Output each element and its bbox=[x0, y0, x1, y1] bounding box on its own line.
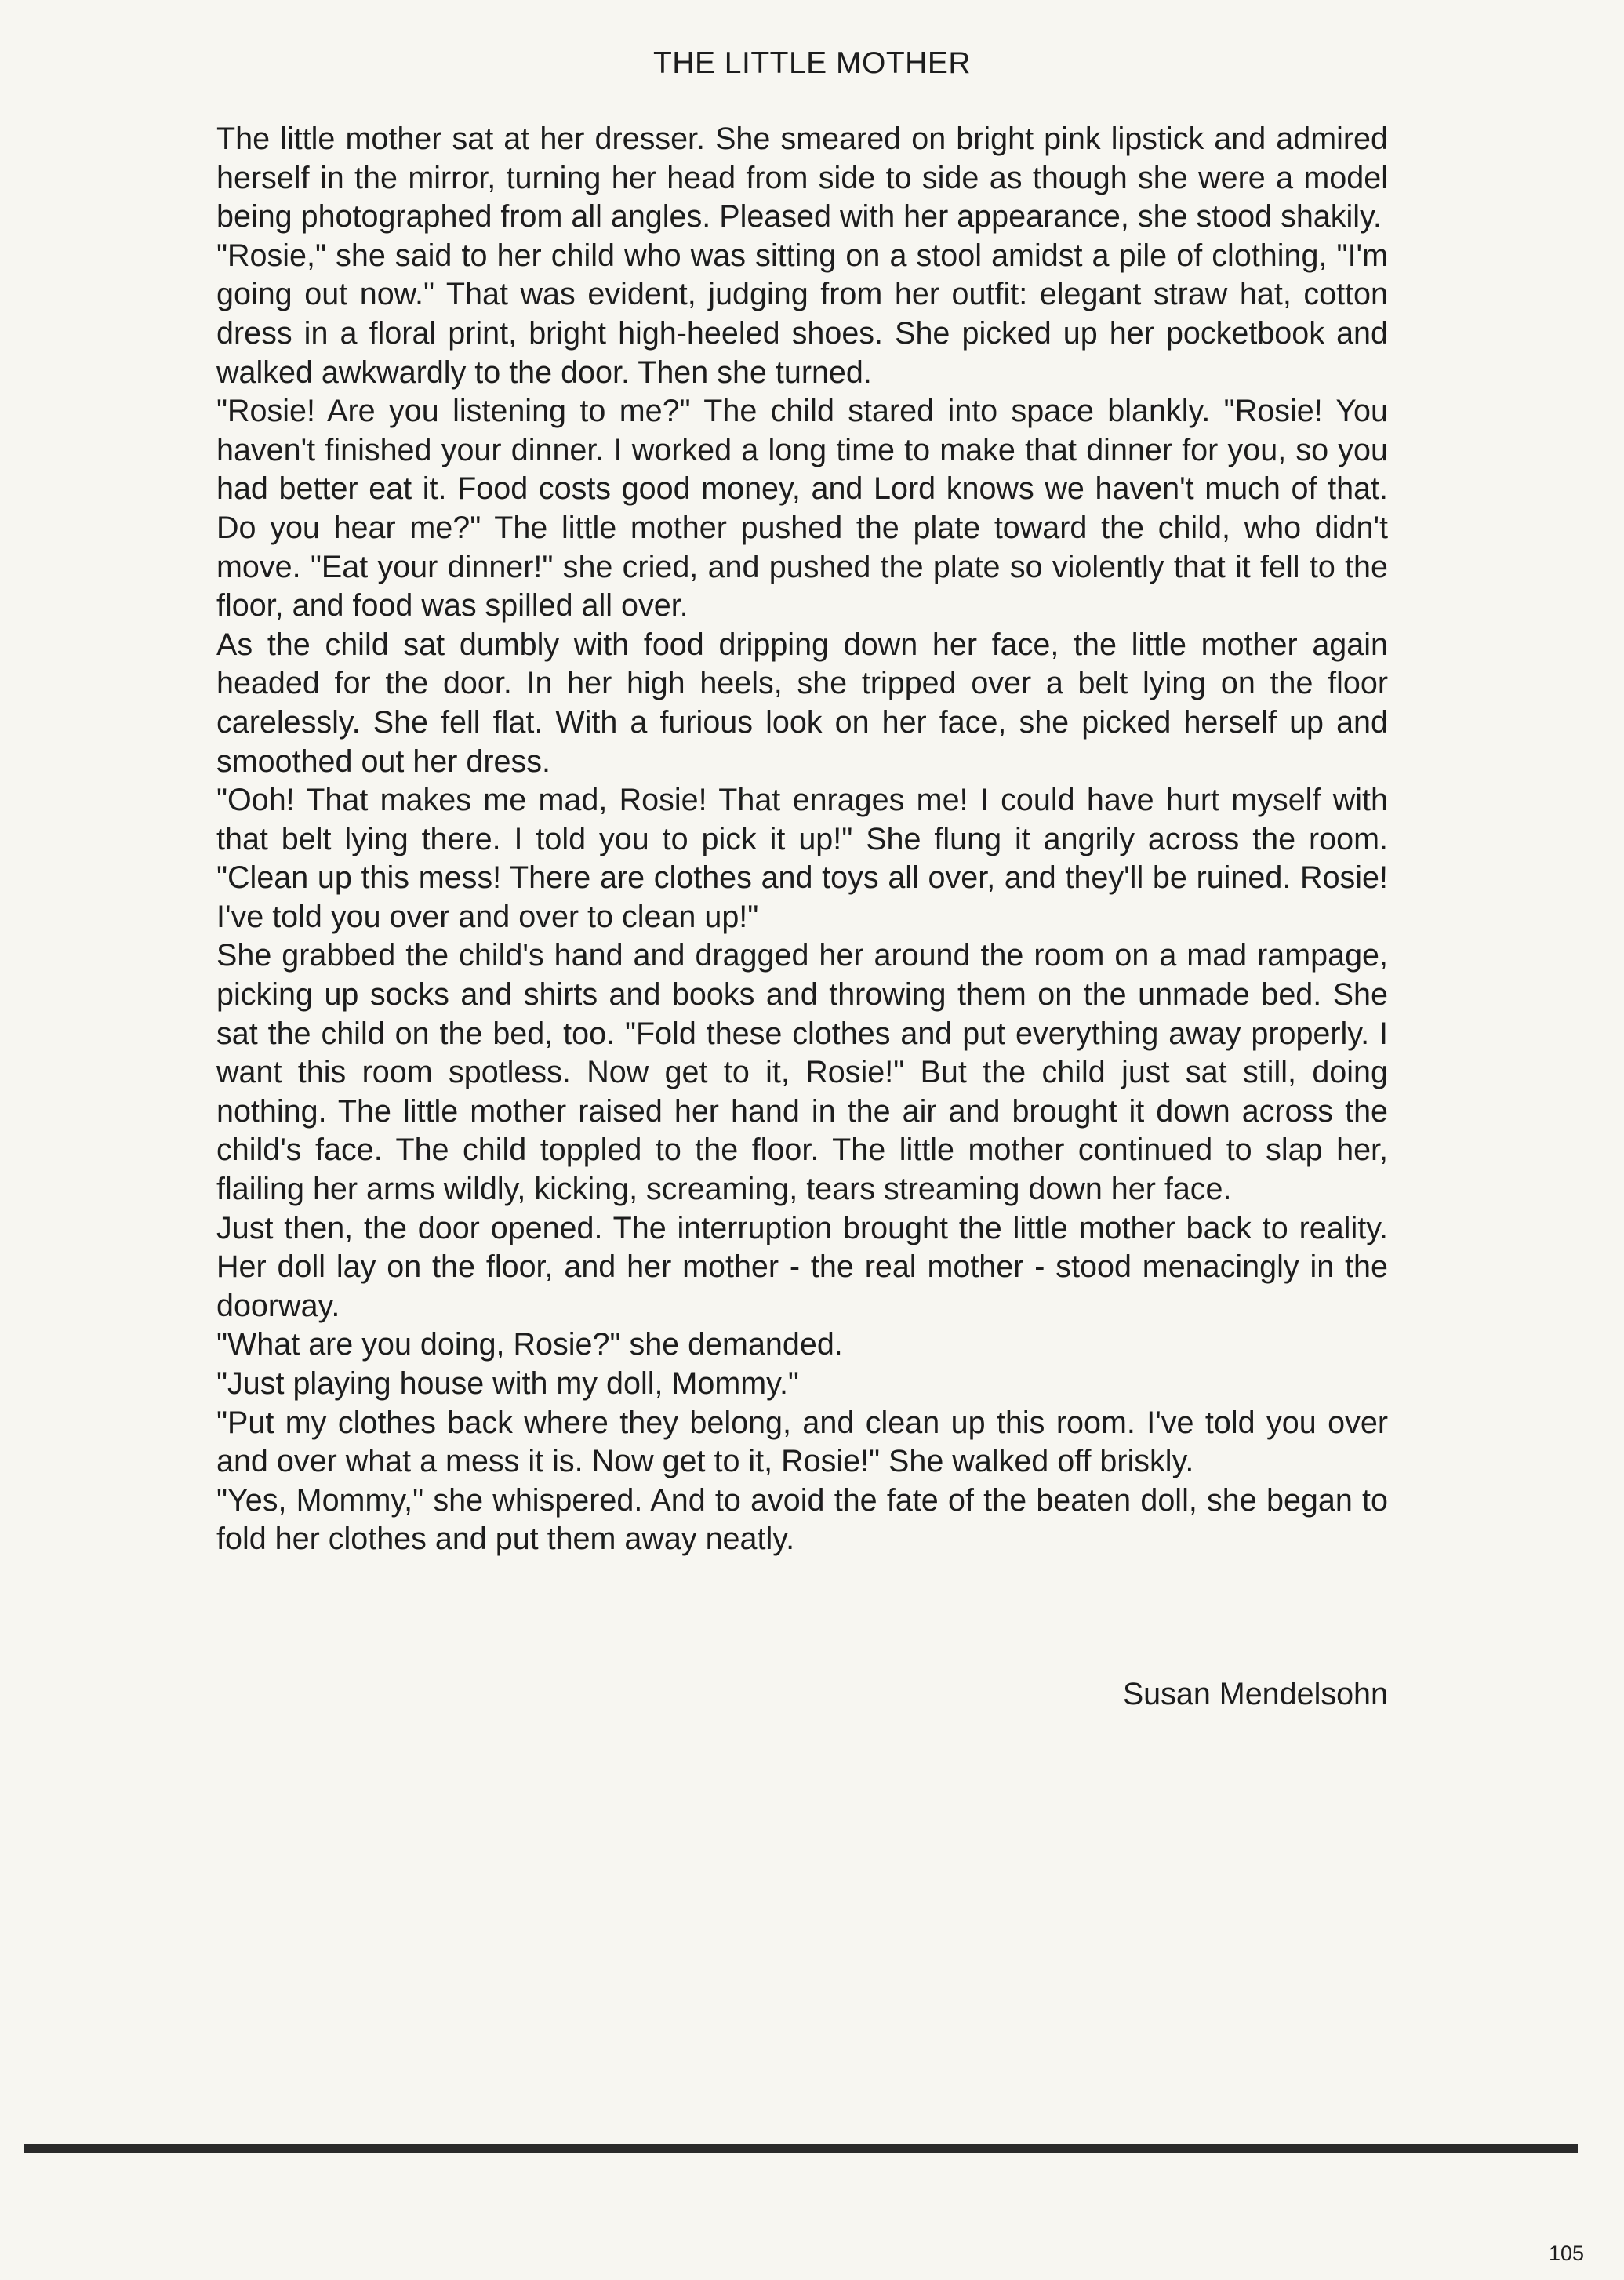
story-paragraph: "Ooh! That makes me mad, Rosie! That enrages me! I could have hurt myself with that belt lying there. I told you to pick it up!" She flung it angrily across the room. "Clean up this mess! There are clothes and toys all over, and they'll be ruined. Rosie! I've told you over and over to clean up!" bbox=[216, 783, 1388, 934]
footer-rule bbox=[24, 2144, 1578, 2153]
story-paragraph: "What are you doing, Rosie?" she demanded. bbox=[216, 1327, 843, 1362]
story-body bbox=[216, 120, 1388, 1559]
story-paragraph: "Put my clothes back where they belong, and clean up this room. I've told you over and over what a mess it is. Now get to it, Rosie!" She walked off briskly. bbox=[216, 1405, 1388, 1479]
page-number: 105 bbox=[1548, 2242, 1584, 2265]
story-paragraph: "Rosie! Are you listening to me?" The child stared into space blankly. "Rosie! You haven't finished your dinner. I worked a long time to make that dinner for you, so you had better eat it. Food costs good money, and Lord knows we haven't much of that. Do you hear me?" The little mother pushed the plate toward the child, who didn't move. "Eat your dinner!" she cried, and pushed the plate so violently that it fell to the floor, and food was spilled all over. bbox=[216, 394, 1388, 624]
page-title: THE LITTLE MOTHER bbox=[652, 46, 972, 80]
story-paragraph: The little mother sat at her dresser. She smeared on bright pink lipstick and admired herself in the mirror, turning her head from side to side as though she were a model being photographed from all angles. Pleased with her appearance, she stood shakily. bbox=[216, 122, 1388, 235]
story-paragraph: "Rosie," she said to her child who was sitting on a stool amidst a pile of clothing, "I'm going out now." That was evident, judging from her outfit: elegant straw hat, cotton dress in a floral print, bright high-heeled shoes. She picked up her pocketbook and walked awkwardly to the door. Then she turned. bbox=[216, 238, 1388, 390]
story-paragraph: "Just playing house with my doll, Mommy." bbox=[216, 1366, 799, 1401]
story-paragraph: She grabbed the child's hand and dragged her around the room on a mad rampage, picking up socks and shirts and books and throwing them on the unmade bed. She sat the child on the bed, too. "Fold these clothes and put everything away properly. I want this room spotless. Now get to it, Rosie!" But the child just sat still, doing nothing. The little mother raised her hand in the air and brought it down across the child's face. The child toppled to the floor. The little mother continued to slap her, flailing her arms wildly, kicking, screaming, tears streaming down her face. bbox=[216, 938, 1388, 1207]
story-paragraph: As the child sat dumbly with food dripping down her face, the little mother again headed for the door. In her high heels, she tripped over a belt lying on the floor carelessly. She fell flat. With a furious look on her face, she picked herself up and smoothed out her dress. bbox=[216, 627, 1388, 779]
author-byline: Susan Mendelsohn bbox=[1122, 1677, 1388, 1711]
story-paragraph: Just then, the door opened. The interruption brought the little mother back to reality. Her doll lay on the floor, and her mother - the real mother - stood menacingly in the doorway. bbox=[216, 1210, 1388, 1323]
story-paragraph: "Yes, Mommy," she whispered. And to avoid the fate of the beaten doll, she began to fold her clothes and put them away neatly. bbox=[216, 1482, 1388, 1557]
